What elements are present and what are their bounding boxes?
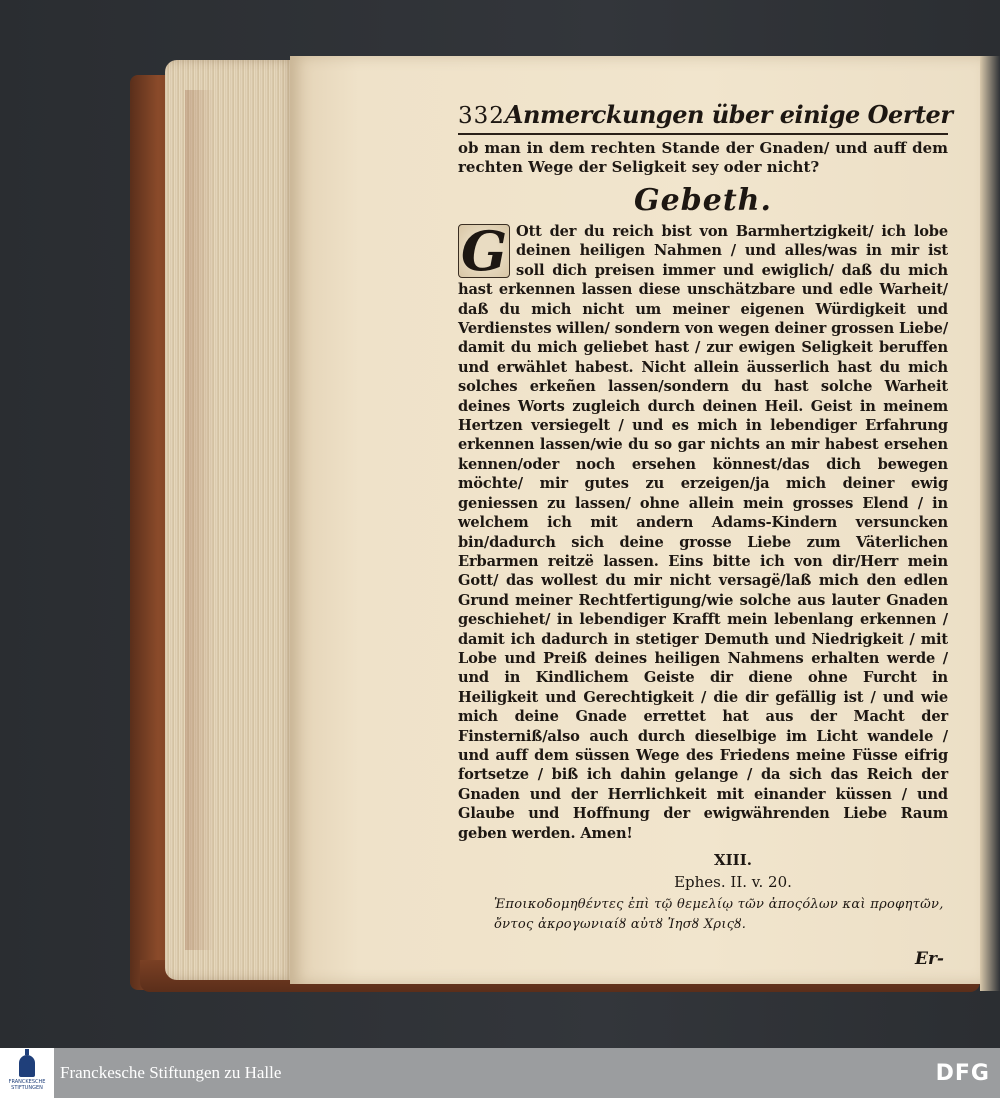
prayer-paragraph xyxy=(458,219,948,843)
page-block-edges xyxy=(165,60,295,980)
catchword: Er- xyxy=(915,949,944,969)
page-content xyxy=(458,100,953,969)
institution-name[interactable]: Franckesche Stiftungen zu Halle xyxy=(60,1063,282,1082)
logo-text: FRANCKESCHE STIFTUNGEN xyxy=(8,1079,46,1091)
page-header xyxy=(458,100,953,135)
institution-logo[interactable] xyxy=(0,1048,54,1098)
page-number: 332 xyxy=(458,103,505,129)
intro-text: ob man in dem rechten Stande der Gnaden/ und auff dem rechten Wege der Seligkeit sey oder nicht? xyxy=(458,139,948,176)
drop-cap-initial: G xyxy=(458,224,510,278)
section-number: XIII. xyxy=(714,851,752,869)
greek-quotation: Ἐποικοδομηθέντες ἐπὶ τῷ θεμελίῳ τῶν ἀποςόλων καὶ προφητῶν, ὄντος ἀκρογωνιαίȣ αὐτȣ Ἰησȣ Χριςȣ. xyxy=(494,897,944,932)
prayer-heading: Gebeth. xyxy=(634,183,772,218)
facing-page-edge xyxy=(980,56,1000,991)
dfg-logo[interactable]: DFG xyxy=(935,1060,990,1086)
bible-reference: Ephes. II. v. 20. xyxy=(674,873,792,891)
prayer-text: Ott der du reich bist von Barmhertzigkeit/ ich lobe deinen heiligen Nahmen / und alles/was in mir ist soll dich preisen immer und ewiglich/ daß du mich hast erkennen lassen diese unschätzbare und edle Warheit/ daß du mich nicht um meiner eigenen Würdigkeit und Verdienstes willen/ sondern von wegen deiner grossen Liebe/ damit du mich geliebet hast / zur ewigen Seligkeit beruffen und erwählet habest. Nicht allein äusserlich hast du mich solches erkeñen lassen/sondern du hast solche Warheit deines Worts zugleich durch deinen Heil. Geist in meinem Hertzen versiegelt / und es mich in lebendiger Erfahrung erkennen lassen/wie du so gar nichts an mir habest ersehen kennen/oder noch ersehen könnest/das dich bewegen möchte/ mir gutes zu erzeigen/ja mich deiner ewig geniessen zu lassen/ ohne allein mein grosses Elend / in welchem ich mit andern Adams-Kindern versuncken bin/dadurch sich deine grosse Liebe zum Väterlichen Erbarmen reitzë lassen. Eins bitte ich von dir/Herr mein Gott/ das wollest du mir nicht versagë/laß mich den edlen Grund meiner Rechtfertigung/wie solche aus lauter Gnaden geschiehet/ in lebendiger Krafft mein lebenlang erkennen / damit ich dadurch in stetiger Demuth und Niedrigkeit / mit Lobe und Preiß deines heiligen Nahmens erhalten werde / und in Kindlichem Geiste dir diene ohne Furcht in Heiligkeit und Gerechtigkeit / die dir gefällig ist / und wie mich deine Gnade errettet hat aus der Macht der Finsterniß/also auch durch dieselbige im Licht wandele / und auff dem süssen Wege des Friedens meine Füsse eifrig fortsetze / biß ich dahin gelange / da sich das Reich der Gnaden und der Herrlichkeit mit einander küssen / und Glaube und Hoffnung der ewigwährenden Liebe Raum geben werden. Amen! xyxy=(458,223,948,842)
running-title: Anmerckungen über einige Oerter xyxy=(504,100,953,129)
footer-bar xyxy=(0,1048,1000,1098)
orphanage-building-icon xyxy=(19,1055,35,1077)
